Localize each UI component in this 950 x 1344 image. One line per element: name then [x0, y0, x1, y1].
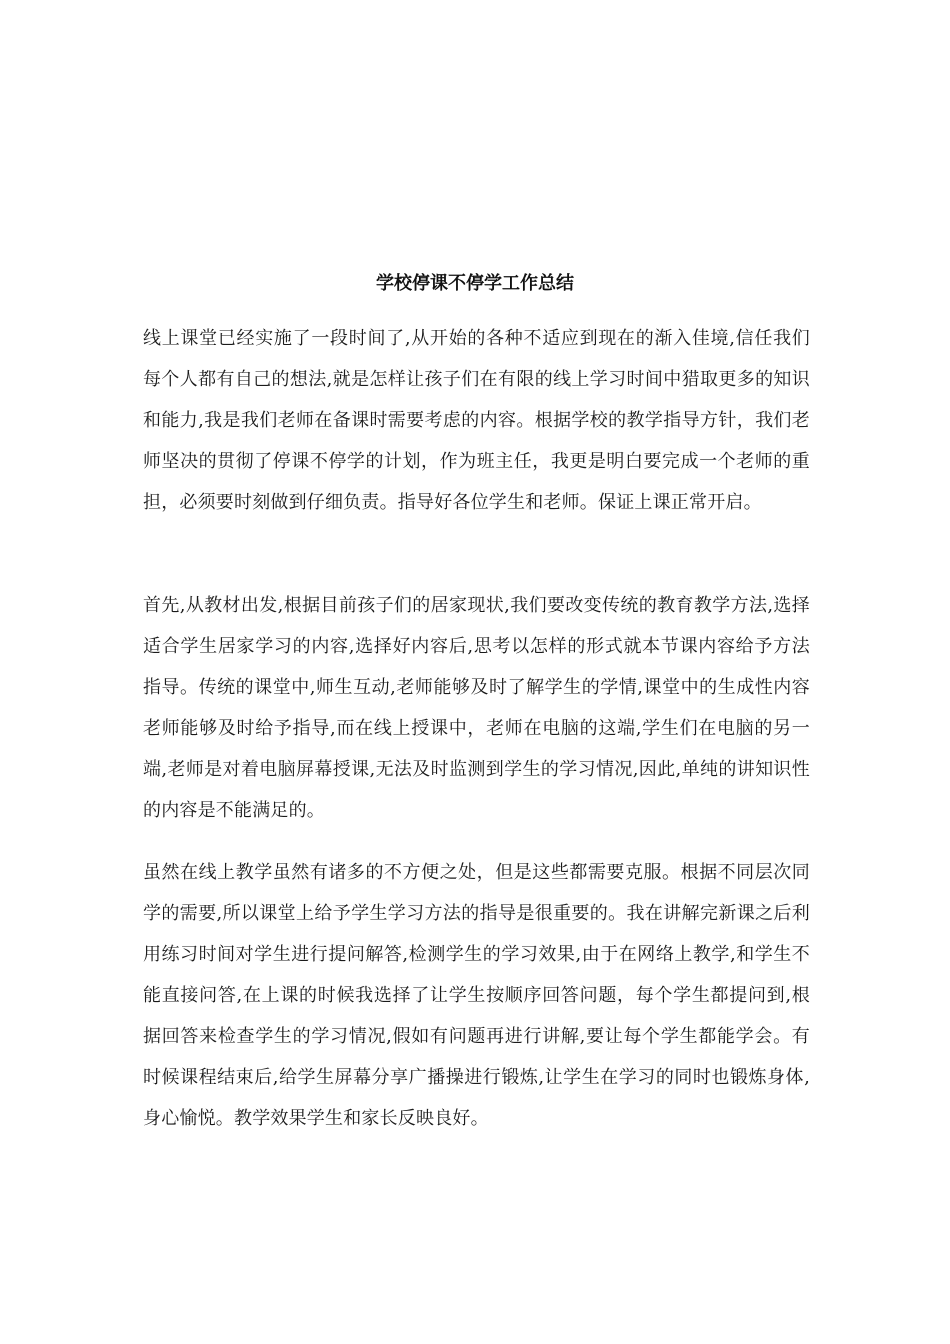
- document-title: 学校停课不停学工作总结: [376, 273, 574, 294]
- paragraph-2: 首先,从教材出发,根据目前孩子们的居家现状,我们要改变传统的教育教学方法,选择适合学生居家学习的内容,选择好内容后,思考以怎样的形式就本节课内容给予方法指导。传统的课堂中,师生互动,老师能够及时了解学生的学情,课堂中的生成性内容老师能够及时给予指导,而在线上授课中，老师在电脑的这端,学生们在电脑的另一端,老师是对着电脑屏幕授课,无法及时监测到学生的学习情况,因此,单纯的讲知识性的内容是不能满足的。: [143, 595, 810, 821]
- paragraph-1: 线上课堂已经实施了一段时间了,从开始的各种不适应到现在的渐入佳境,信任我们每个人都有自己的想法,就是怎样让孩子们在有限的线上学习时间中猎取更多的知识和能力,我是我们老师在备课时需要考虑的内容。根据学校的教学指导方针，我们老师坚决的贯彻了停课不停学的计划，作为班主任，我更是明白要完成一个老师的重担，必须要时刻做到仔细负责。指导好各位学生和老师。保证上课正常开启。: [143, 328, 810, 513]
- paragraph-3: 虽然在线上教学虽然有诸多的不方便之处，但是这些都需要克服。根据不同层次同学的需要,所以课堂上给予学生学习方法的指导是很重要的。我在讲解完新课之后利用练习时间对学生进行提问解答,检测学生的学习效果,由于在网络上教学,和学生不能直接问答,在上课的时候我选择了让学生按顺序回答问题，每个学生都提问到,根据回答来检查学生的学习情况,假如有问题再进行讲解,要让每个学生都能学会。有时候课程结束后,给学生屏幕分享广播操进行锻炼,让学生在学习的同时也锻炼身体,身心愉悦。教学效果学生和家长反映良好。: [143, 862, 810, 1129]
